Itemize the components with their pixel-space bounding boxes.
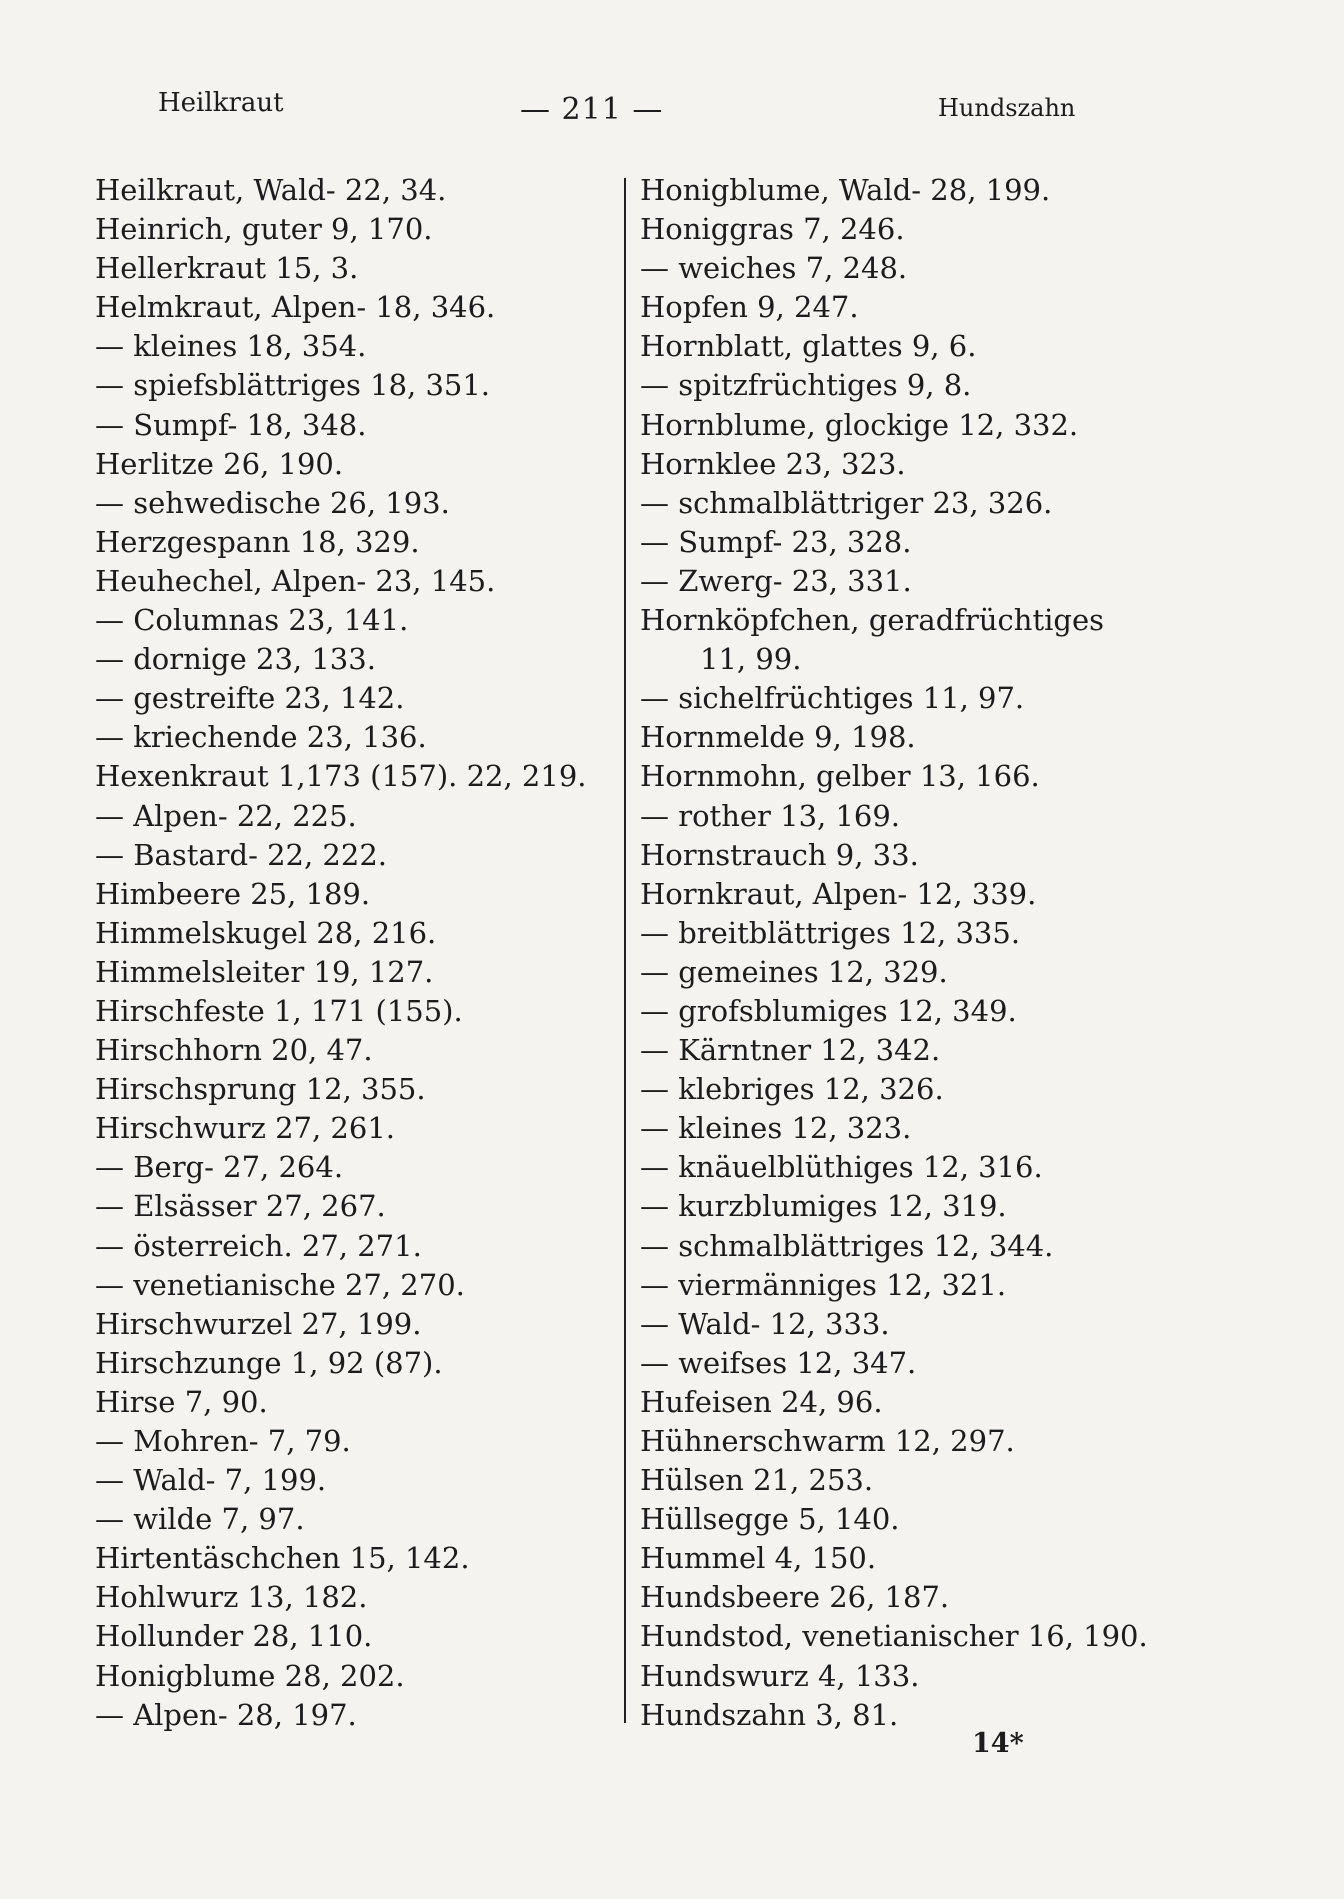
index-entry: — knäuelblüthiges 12, 316.	[640, 1150, 1043, 1185]
header-left-keyword: Heilkraut	[158, 88, 284, 118]
index-entry: Hornstrauch 9, 33.	[640, 837, 919, 872]
index-entry: Honiggras 7, 246.	[640, 212, 905, 247]
index-entry: Hirschsprung 12, 355.	[95, 1072, 426, 1107]
index-column-left	[95, 171, 615, 1735]
index-entry: Hirschwurzel 27, 199.	[95, 1306, 422, 1341]
index-entry: — klebriges 12, 326.	[640, 1072, 944, 1107]
index-entry: Hornkraut, Alpen- 12, 339.	[640, 876, 1037, 911]
column-divider	[624, 178, 626, 1723]
index-entry: — weifses 12, 347.	[640, 1345, 917, 1380]
index-entry: — Alpen- 28, 197.	[95, 1697, 357, 1732]
index-entry: Hornblatt, glattes 9, 6.	[640, 329, 977, 364]
index-entry: Hundswurz 4, 133.	[640, 1658, 920, 1693]
index-entry: — Elsässer 27, 267.	[95, 1189, 386, 1224]
index-entry: — Zwerg- 23, 331.	[640, 563, 912, 598]
index-entry: — Berg- 27, 264.	[95, 1150, 344, 1185]
index-entry: — Kärntner 12, 342.	[640, 1033, 941, 1068]
index-entry: — kleines 12, 323.	[640, 1111, 912, 1146]
index-column-right	[640, 171, 1200, 1735]
index-entry: Hexenkraut 1,173 (157). 22, 219.	[95, 759, 587, 794]
index-entry: — spiefsblättriges 18, 351.	[95, 368, 491, 403]
index-entry: Hirschhorn 20, 47.	[95, 1033, 373, 1068]
index-entry: — Sumpf- 18, 348.	[95, 407, 367, 442]
index-entry: — venetianische 27, 270.	[95, 1267, 465, 1302]
index-entry: Heinrich, guter 9, 170.	[95, 212, 433, 247]
index-entry: — schmalblättriger 23, 326.	[640, 485, 1053, 520]
index-entry: — grofsblumiges 12, 349.	[640, 993, 1017, 1028]
index-entry: — rother 13, 169.	[640, 798, 901, 833]
index-entry: — gestreifte 23, 142.	[95, 681, 405, 716]
index-entry: Hühnerschwarm 12, 297.	[640, 1424, 1015, 1458]
index-entry: Honigblume, Wald- 28, 199.	[640, 173, 1051, 207]
index-entry: Heilkraut, Wald- 22, 34.	[95, 173, 447, 207]
index-entry: — weiches 7, 248.	[640, 251, 908, 286]
index-entry: Hornköpfchen, geradfrüchtiges	[640, 603, 1104, 638]
index-entry: Hornmelde 9, 198.	[640, 720, 916, 755]
index-entry: — breitblättriges 12, 335.	[640, 915, 1021, 950]
index-entry: Hollunder 28, 110.	[95, 1619, 373, 1654]
index-entry: — Alpen- 22, 225.	[95, 798, 357, 833]
index-entry: Hellerkraut 15, 3.	[95, 251, 359, 286]
index-entry: Hirtentäschchen 15, 142.	[95, 1541, 470, 1576]
index-entry: Honigblume 28, 202.	[95, 1658, 405, 1693]
index-entry: — Bastard- 22, 222.	[95, 837, 387, 872]
index-entry: — Mohren- 7, 79.	[95, 1424, 351, 1458]
index-entry: Herzgespann 18, 329.	[95, 524, 420, 559]
index-entry: Hirschfeste 1, 171 (155).	[95, 993, 463, 1028]
index-entry: — sichelfrüchtiges 11, 97.	[640, 681, 1025, 716]
signature-mark: 14*	[972, 1728, 1024, 1759]
index-entry: Hirse 7, 90.	[95, 1384, 268, 1419]
index-entry: — Columnas 23, 141.	[95, 603, 409, 638]
index-entry: — Wald- 7, 199.	[95, 1463, 327, 1498]
index-entry: Himbeere 25, 189.	[95, 876, 371, 911]
index-entry: — wilde 7, 97.	[95, 1502, 305, 1537]
index-entry: Hornmohn, gelber 13, 166.	[640, 759, 1040, 794]
index-entry: — österreich. 27, 271.	[95, 1228, 422, 1263]
index-entry: Hopfen 9, 247.	[640, 290, 859, 325]
index-entry: — kriechende 23, 136.	[95, 720, 427, 755]
index-entry: — sehwedische 26, 193.	[95, 485, 450, 520]
index-entry: Helmkraut, Alpen- 18, 346.	[95, 290, 496, 325]
index-entry: Herlitze 26, 190.	[95, 446, 344, 481]
index-entry: Heuhechel, Alpen- 23, 145.	[95, 563, 496, 598]
index-entry: — Sumpf- 23, 328.	[640, 524, 912, 559]
index-entry: — kurzblumiges 12, 319.	[640, 1189, 1007, 1224]
header-right-keyword: Hundszahn	[938, 94, 1076, 122]
index-entry: — spitzfrüchtiges 9, 8.	[640, 368, 972, 403]
index-entry: Himmelskugel 28, 216.	[95, 915, 437, 950]
page-header	[0, 82, 1344, 132]
index-entry: Hornblume, glockige 12, 332.	[640, 407, 1079, 442]
index-entry: — schmalblättriges 12, 344.	[640, 1228, 1054, 1263]
index-entry: — Wald- 12, 333.	[640, 1306, 890, 1341]
index-entry: Hüllsegge 5, 140.	[640, 1502, 900, 1537]
index-entry: Hundsbeere 26, 187.	[640, 1580, 950, 1615]
index-entry: 11, 99.	[700, 642, 802, 677]
index-entry: — dornige 23, 133.	[95, 642, 376, 677]
index-entry: Himmelsleiter 19, 127.	[95, 954, 434, 989]
index-entry: Hirschwurz 27, 261.	[95, 1111, 395, 1146]
index-entry: Hundstod, venetianischer 16, 190.	[640, 1619, 1148, 1654]
index-entry: Hundszahn 3, 81.	[640, 1697, 899, 1732]
index-entry: Hirschzunge 1, 92 (87).	[95, 1345, 443, 1380]
index-entry: — viermänniges 12, 321.	[640, 1267, 1007, 1302]
index-entry: — kleines 18, 354.	[95, 329, 367, 364]
index-entry: Hohlwurz 13, 182.	[95, 1580, 368, 1615]
index-entry: Hummel 4, 150.	[640, 1541, 877, 1576]
index-entry: Hufeisen 24, 96.	[640, 1384, 883, 1419]
page-number: — 211 —	[520, 92, 664, 127]
index-entry: — gemeines 12, 329.	[640, 954, 948, 989]
index-entry: Hornklee 23, 323.	[640, 446, 906, 481]
index-entry: Hülsen 21, 253.	[640, 1463, 874, 1498]
